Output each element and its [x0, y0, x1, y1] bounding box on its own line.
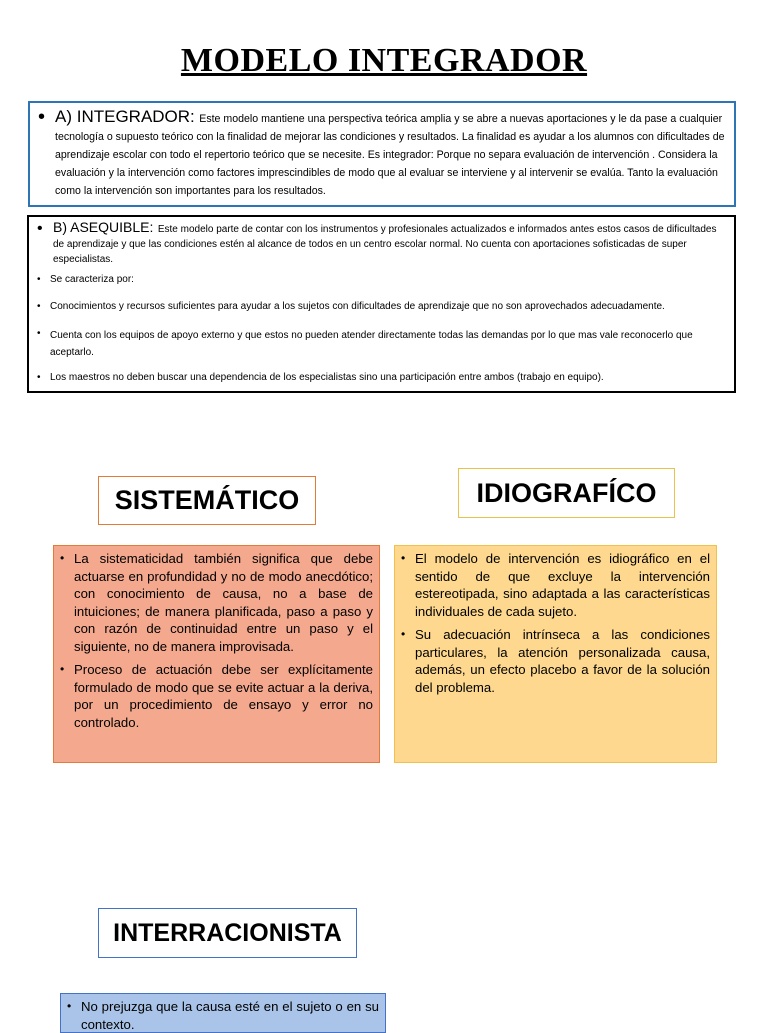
bullet-icon: •	[60, 662, 65, 676]
list-item: • Proceso de actuación debe ser explícitamente formulado de modo que se evite actuar a la deriva, por un procedimiento de ensayo y error no controlado.	[60, 662, 373, 730]
integrador-body: Este modelo mantiene una perspectiva teórica amplia y se abre a nuevas aportaciones y le da pase a cualquier tecnología o supuesto teórico con la finalidad de mejorar las condiciones y resultados. La finalidad es ayudar a los alumnos con dificultades de aprendizaje escolar con todo el repertorio teórico que se necesite. Es integrador: Porque no separa evaluación de intervención . Considera la evaluación y la intervención como factores imprescindibles de modo que al evaluar se interviene y al intervenir se evalúa. Tanto la evaluación como la intervención son importantes para los resultados.	[55, 113, 725, 197]
page-title: MODELO INTEGRADOR	[180, 42, 588, 79]
integrador-box	[28, 101, 736, 207]
bullet-icon: •	[38, 106, 46, 128]
interracionista-card	[60, 993, 386, 1033]
asequible-body: Este modelo parte de contar con los instrumentos y profesionales actualizados e informados antes estos casos de dificultades de aprendizaje y que las condiciones estén al alcance de todos en un centro escolar normal. No cuenta con aportaciones sofisticadas de super especialistas.	[53, 224, 717, 265]
list-item: • No prejuzga que la causa esté en el sujeto o en su contexto.	[67, 999, 379, 1032]
list-item: • Cuenta con los equipos de apoyo externo y que estos no pueden atender directamente todas las demandas por lo que mas vale reconocerlo que aceptarlo.	[37, 327, 726, 361]
bullet-icon: •	[401, 551, 406, 565]
interracionista-label: INTERRACIONISTA	[98, 908, 357, 958]
bullet-icon: •	[37, 274, 41, 285]
bullet-icon: •	[37, 328, 41, 339]
asequible-heading: B) ASEQUIBLE:	[53, 219, 154, 235]
list-item: • La sistematicidad también significa que debe actuarse en profundidad y no de modo anecdótico; con conocimiento de causa, no a base de intuiciones; de manera planificada, paso a paso y con razón de continuidad entre un paso y el siguiente, no de manera improvisada.	[60, 551, 373, 654]
list-item: • Los maestros no deben buscar una dependencia de los especialistas sino una participación entre ambos (trabajo en equipo).	[37, 372, 604, 383]
bullet-icon: •	[60, 551, 65, 565]
idiografico-card	[394, 545, 717, 763]
bullet-icon: •	[67, 999, 72, 1013]
bullet-icon: •	[401, 627, 406, 641]
integrador-heading: A) INTEGRADOR:	[55, 107, 195, 126]
bullet-icon: •	[37, 372, 41, 383]
bullet-icon: •	[37, 220, 43, 237]
asequible-box	[27, 215, 736, 393]
list-item: • Se caracteriza por:	[37, 274, 134, 285]
sistematico-card	[53, 545, 380, 763]
list-item: • El modelo de intervención es idiográfico en el sentido de que excluye la intervención estereotipada, sino adaptada a las características individuales de cada sujeto.	[401, 551, 710, 619]
bullet-icon: •	[37, 301, 41, 312]
idiografico-label: IDIOGRAFÍCO	[458, 468, 675, 518]
sistematico-label: SISTEMÁTICO	[98, 476, 316, 525]
list-item: • Conocimientos y recursos suficientes para ayudar a los sujetos con dificultades de aprendizaje que no son aprovechados adecuadamente.	[37, 301, 665, 312]
list-item: • Su adecuación intrínseca a las condiciones particulares, la atención personalizada causa, además, un efecto placebo a favor de la solución del problema.	[401, 627, 710, 695]
